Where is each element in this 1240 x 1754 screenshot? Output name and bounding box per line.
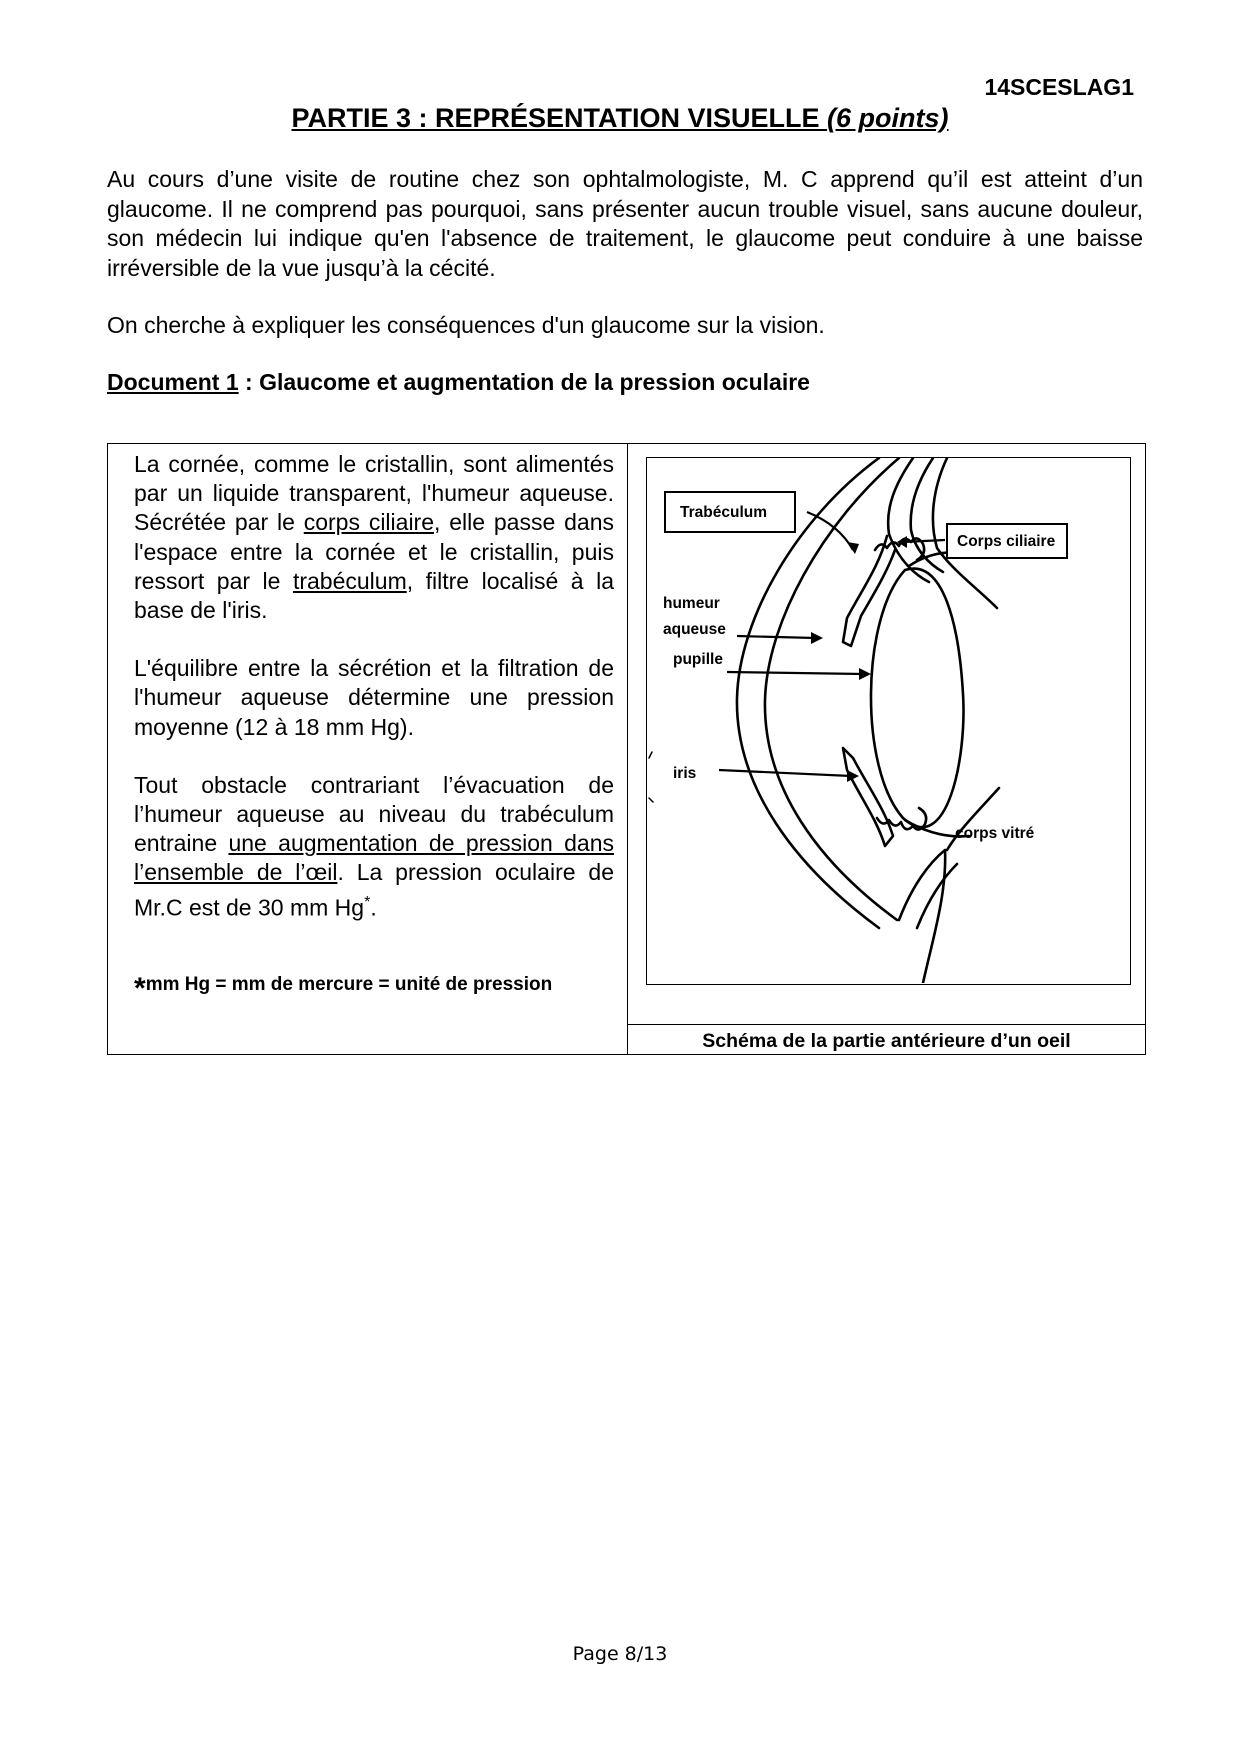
document-paragraph-1 — [134, 450, 614, 625]
title-points: (6 points) — [827, 103, 949, 133]
label-iris: iris — [673, 765, 697, 782]
title-main: PARTIE 3 : REPRÉSENTATION VISUELLE — [291, 103, 828, 133]
document-heading — [107, 369, 810, 396]
intro-paragraph-2: On cherche à expliquer les conséquences d'un glaucome sur la vision. — [107, 312, 825, 338]
document-label: Document 1 — [107, 369, 239, 395]
footnote-text: mm Hg = mm de mercure = unité de pression — [145, 974, 553, 995]
column-divider — [627, 444, 628, 1054]
text-segment: , elle passe dans l'espace entre la cornée et le cristallin, puis ressort par le — [134, 509, 614, 594]
underlined-term: une augmentation de pression dans l’ensemble de l’œil — [134, 830, 614, 886]
label-corps-vitre: corps vitré — [955, 825, 1035, 842]
intro-paragraph-1: Au cours d’une visite de routine chez son ophtalmologiste, M. C apprend qu’il est atteint d’un glaucome. Il ne comprend pas pourquoi, sans présenter aucun trouble visuel, sans aucune douleur, son médecin lui indique qu'en l'absence de traitement, le glaucome peut conduire à une baisse irréversible de la vue jusqu’à la cécité. — [107, 166, 1143, 281]
document-table — [107, 443, 1146, 1055]
intro-text — [107, 165, 1143, 369]
page-title — [0, 103, 1240, 134]
arrowhead-humeur — [811, 632, 823, 644]
caption-divider — [627, 1024, 1145, 1025]
label-trabeculum: Trabéculum — [680, 504, 767, 521]
page-number: Page 8/13 — [572, 1643, 668, 1665]
document-paragraph-3 — [134, 771, 614, 923]
arrowhead-trabeculum — [847, 542, 859, 554]
figure-caption: Schéma de la partie antérieure d’un oeil — [702, 1030, 1071, 1052]
underlined-term: trabéculum — [292, 567, 407, 594]
arrow-iris — [719, 770, 851, 776]
iris-bottom — [843, 748, 893, 846]
footnote — [134, 964, 553, 1005]
text-segment: . La pression oculaire de Mr.C est de 30 mm Hg — [134, 859, 614, 921]
label-corps-ciliaire: Corps ciliaire — [957, 533, 1056, 550]
document-text — [134, 450, 614, 952]
document-paragraph-2: L'équilibre entre la sécrétion et la filtration de l'humeur aqueuse détermine une pression moyenne (12 à 18 mm Hg). — [134, 655, 614, 740]
text-segment: Tout obstacle contrariant l’évacuation de l’humeur aqueuse au niveau du trabéculum entraine — [134, 771, 614, 857]
text-segment: . — [370, 894, 377, 921]
document-code: 14SCESLAG1 — [984, 74, 1134, 100]
eye-diagram — [646, 457, 1131, 985]
footnote-marker: * — [364, 893, 371, 911]
text-segment: , filtre localisé à la base de l'iris. — [134, 567, 614, 624]
arrowhead-pupille — [859, 668, 871, 680]
cornea-edge — [649, 752, 653, 802]
label-aqueuse: aqueuse — [663, 621, 726, 638]
label-humeur: humeur — [663, 595, 720, 612]
text-segment: La cornée, comme le cristallin, sont alimentés par un liquide transparent, l'humeur aqueuse. Sécrétée par le — [134, 451, 614, 536]
arrow-pupille — [727, 672, 863, 674]
label-pupille: pupille — [673, 651, 723, 668]
lens — [871, 569, 964, 828]
document-title: : Glaucome et augmentation de la pression oculaire — [238, 369, 810, 395]
iris-top — [843, 536, 895, 646]
footnote-star: * — [134, 972, 146, 1005]
underlined-term: corps ciliaire — [303, 509, 435, 536]
